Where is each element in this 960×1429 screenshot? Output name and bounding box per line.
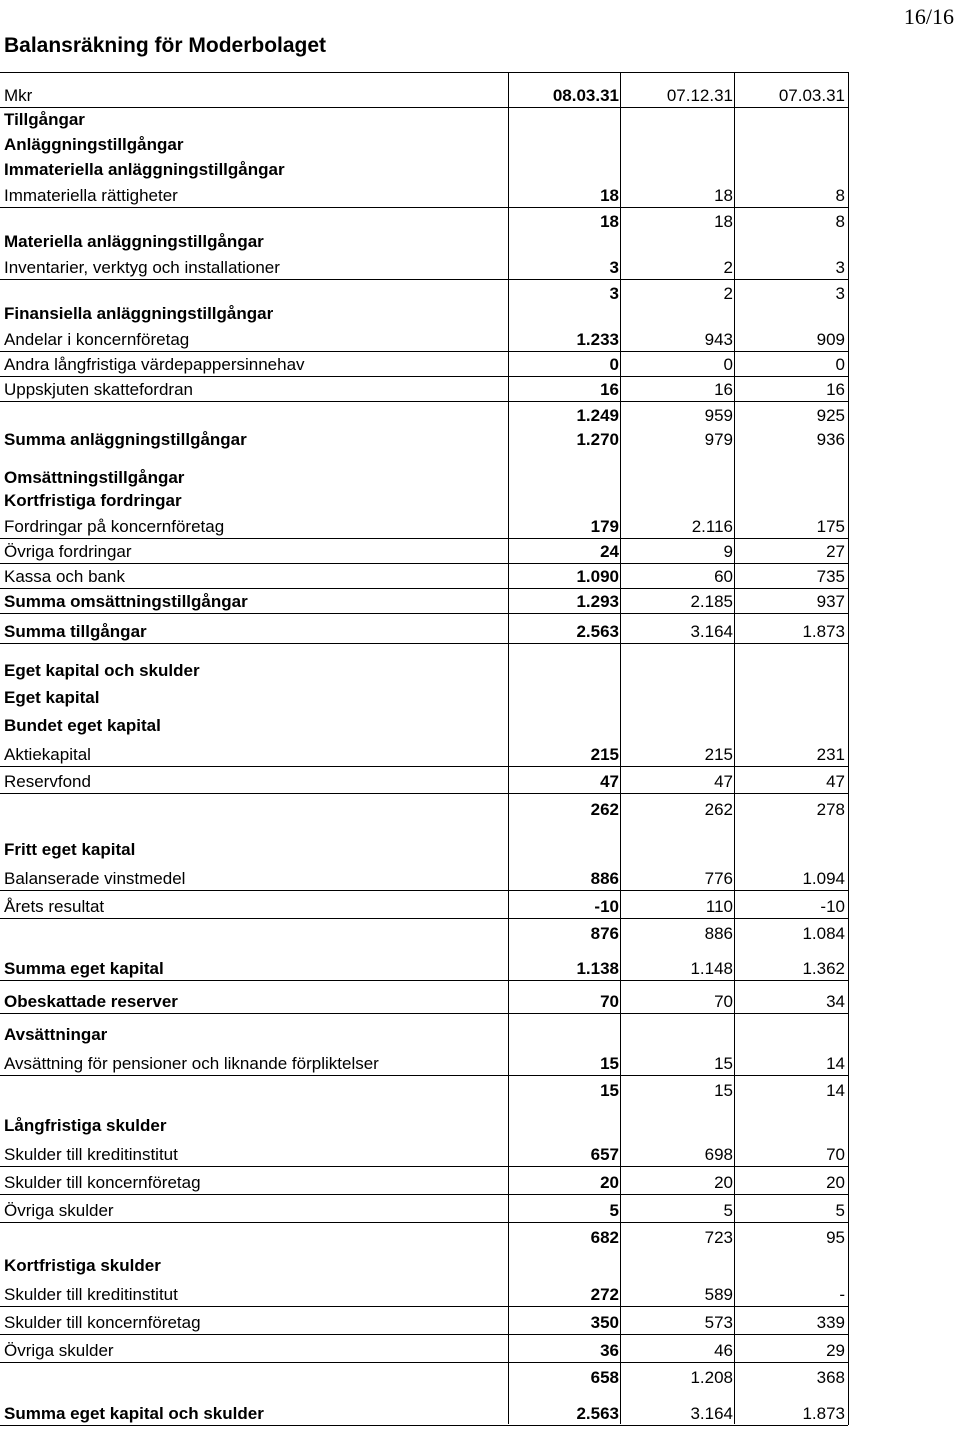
table-row: [0, 1114, 848, 1138]
row-label: Materiella anläggningstillgångar: [4, 232, 264, 251]
row-label: Summa anläggningstillgångar: [4, 430, 247, 449]
row-label: Summa eget kapital och skulder: [4, 1404, 264, 1423]
value-cell-3: 231: [816, 745, 845, 764]
value-cell-3: 8: [835, 186, 845, 205]
value-cell-1: 20: [600, 1173, 619, 1192]
row-label: Anläggningstillgångar: [4, 135, 184, 154]
value-cell-1: 658: [590, 1368, 619, 1387]
table-row: [0, 1198, 848, 1223]
value-cell-2: 3.164: [690, 622, 733, 641]
row-label: Andelar i koncernföretag: [4, 330, 190, 349]
value-cell-2: 2: [723, 258, 733, 277]
value-cell-2: 47: [714, 772, 733, 791]
value-cell-2: 886: [704, 924, 733, 943]
row-label: Fordringar på koncernföretag: [4, 517, 225, 536]
row-label: Avsättning för pensioner och liknande förpliktelser: [4, 1054, 379, 1073]
value-cell-1: 876: [590, 924, 619, 943]
row-label: Bundet eget kapital: [4, 716, 161, 735]
value-cell-3: 278: [816, 800, 845, 819]
value-cell-1: 1.233: [576, 330, 619, 349]
table-row: [0, 564, 848, 589]
value-cell-1: 1.270: [576, 430, 619, 449]
table-row: [0, 183, 848, 208]
table-row: [0, 742, 848, 767]
value-cell-2: 2.185: [690, 592, 733, 611]
table-row: [0, 327, 848, 352]
header-col-2007-03-31: 07.03.31: [778, 86, 845, 105]
row-label: Eget kapital och skulder: [4, 661, 200, 680]
row-label: Skulder till koncernföretag: [4, 1313, 201, 1332]
value-cell-2: 943: [704, 330, 733, 349]
value-cell-1: 15: [600, 1081, 619, 1100]
value-cell-3: 175: [816, 517, 845, 536]
value-cell-3: 5: [835, 1201, 845, 1220]
value-cell-3: 8: [835, 212, 845, 231]
value-cell-2: 0: [723, 355, 733, 374]
page-title: Balansräkning för Moderbolaget: [4, 34, 327, 57]
table-row: [0, 404, 848, 428]
row-label: Immateriella rättigheter: [4, 186, 178, 205]
value-cell-3: 936: [816, 430, 845, 449]
value-cell-3: 16: [826, 380, 845, 399]
row-label: Långfristiga skulder: [4, 1116, 167, 1135]
table-row: [0, 1023, 848, 1047]
table-row: [0, 659, 848, 683]
row-label: Eget kapital: [4, 688, 100, 707]
table-row: [0, 1401, 848, 1426]
value-cell-3: 70: [826, 1145, 845, 1164]
row-label: Summa eget kapital: [4, 959, 164, 978]
value-cell-1: 36: [600, 1341, 619, 1360]
table-row: [0, 255, 848, 280]
table-row: [0, 1226, 848, 1250]
table-row: [0, 428, 848, 452]
table-row: [0, 714, 848, 738]
table-row: [0, 956, 848, 981]
table-row: [0, 1142, 848, 1167]
value-cell-1: 70: [600, 992, 619, 1011]
value-cell-1: 2.563: [576, 622, 619, 641]
row-label: Inventarier, verktyg och installationer: [4, 258, 280, 277]
row-label: Tillgångar: [4, 110, 85, 129]
value-cell-1: 3: [609, 284, 619, 303]
table-row: [0, 158, 848, 182]
value-cell-1: 5: [609, 1201, 619, 1220]
value-cell-1: 1.090: [576, 567, 619, 586]
value-cell-1: -10: [594, 897, 619, 916]
row-label: Kortfristiga fordringar: [4, 491, 182, 510]
table-row: [0, 352, 848, 377]
table-row: [0, 302, 848, 326]
value-cell-3: 29: [826, 1341, 845, 1360]
table-row: [0, 133, 848, 157]
row-label: Summa tillgångar: [4, 622, 147, 641]
value-cell-3: 1.873: [802, 622, 845, 641]
value-cell-3: 47: [826, 772, 845, 791]
value-cell-2: 1.148: [690, 959, 733, 978]
value-cell-3: 368: [816, 1368, 845, 1387]
value-cell-1: 16: [600, 380, 619, 399]
value-cell-1: 1.293: [576, 592, 619, 611]
header-col-2007-12-31: 07.12.31: [666, 86, 733, 105]
value-cell-2: 15: [714, 1054, 733, 1073]
table-row: [0, 1366, 848, 1390]
value-cell-3: 1.362: [802, 959, 845, 978]
table-row: [0, 589, 848, 614]
value-cell-2: 3.164: [690, 1404, 733, 1423]
value-cell-2: 1.208: [690, 1368, 733, 1387]
header-unit: Mkr: [4, 86, 33, 105]
table-row: [0, 1282, 848, 1307]
table-row: [0, 1051, 848, 1076]
row-label: Skulder till kreditinstitut: [4, 1285, 178, 1304]
table-row: [0, 489, 848, 513]
value-cell-1: 682: [590, 1228, 619, 1247]
table-row: [0, 539, 848, 564]
table-row: [0, 230, 848, 254]
table-row: [0, 377, 848, 402]
table-row: [0, 686, 848, 710]
value-cell-1: 18: [600, 186, 619, 205]
row-label: Kassa och bank: [4, 567, 125, 586]
value-cell-2: 262: [704, 800, 733, 819]
value-cell-1: 3: [609, 258, 619, 277]
row-label: Reservfond: [4, 772, 91, 791]
value-cell-3: 0: [835, 355, 845, 374]
value-cell-2: 776: [704, 869, 733, 888]
row-label: Avsättningar: [4, 1025, 108, 1044]
value-cell-1: 215: [590, 745, 619, 764]
value-cell-2: 46: [714, 1341, 733, 1360]
value-cell-3: 339: [816, 1313, 845, 1332]
row-label: Övriga skulder: [4, 1341, 114, 1360]
value-cell-3: 1.094: [802, 869, 845, 888]
row-label: Summa omsättningstillgångar: [4, 592, 248, 611]
value-cell-2: 2: [723, 284, 733, 303]
value-cell-2: 18: [714, 186, 733, 205]
table-row: [0, 1170, 848, 1195]
value-cell-3: 34: [826, 992, 845, 1011]
row-label: Immateriella anläggningstillgångar: [4, 160, 285, 179]
value-cell-2: 723: [704, 1228, 733, 1247]
table-row: [0, 866, 848, 891]
row-label: Skulder till koncernföretag: [4, 1173, 201, 1192]
table-row: [0, 798, 848, 822]
value-cell-1: 657: [590, 1145, 619, 1164]
value-cell-2: 5: [723, 1201, 733, 1220]
table-row: [0, 894, 848, 919]
row-label: Övriga skulder: [4, 1201, 114, 1220]
row-label: Fritt eget kapital: [4, 840, 136, 859]
value-cell-1: 1.249: [576, 406, 619, 425]
value-cell-3: 925: [816, 406, 845, 425]
value-cell-2: 60: [714, 567, 733, 586]
value-cell-2: 15: [714, 1081, 733, 1100]
table-header-row: [0, 83, 848, 108]
value-cell-1: 18: [600, 212, 619, 231]
value-cell-1: 47: [600, 772, 619, 791]
value-cell-2: 573: [704, 1313, 733, 1332]
value-cell-1: 262: [590, 800, 619, 819]
value-cell-3: 3: [835, 258, 845, 277]
value-cell-3: 14: [826, 1081, 845, 1100]
value-cell-2: 20: [714, 1173, 733, 1192]
value-cell-1: 886: [590, 869, 619, 888]
table-row: [0, 1338, 848, 1363]
table-row: [0, 466, 848, 490]
value-cell-2: 698: [704, 1145, 733, 1164]
value-cell-3: 735: [816, 567, 845, 586]
value-cell-1: 179: [590, 517, 619, 536]
value-cell-2: 70: [714, 992, 733, 1011]
page-number: 16/16: [903, 4, 954, 29]
value-cell-3: 1.873: [802, 1404, 845, 1423]
row-label: Finansiella anläggningstillgångar: [4, 304, 274, 323]
value-cell-1: 0: [609, 355, 619, 374]
value-cell-3: 937: [816, 592, 845, 611]
table-row: [0, 1254, 848, 1278]
value-cell-2: 959: [704, 406, 733, 425]
value-cell-3: -: [839, 1285, 845, 1304]
value-cell-3: 95: [826, 1228, 845, 1247]
table-row: [0, 922, 848, 946]
table-row: [0, 769, 848, 794]
value-cell-2: 9: [723, 542, 733, 561]
value-cell-3: 3: [835, 284, 845, 303]
value-cell-3: -10: [820, 897, 845, 916]
value-cell-2: 979: [704, 430, 733, 449]
value-cell-1: 1.138: [576, 959, 619, 978]
value-cell-1: 272: [590, 1285, 619, 1304]
row-label: Uppskjuten skattefordran: [4, 380, 193, 399]
table-row: [0, 989, 848, 1014]
value-cell-3: 1.084: [802, 924, 845, 943]
value-cell-2: 110: [705, 897, 733, 916]
table-row: [0, 1310, 848, 1335]
value-cell-2: 589: [704, 1285, 733, 1304]
value-cell-2: 16: [714, 380, 733, 399]
value-cell-2: 18: [714, 212, 733, 231]
row-label: Andra långfristiga värdepappersinnehav: [4, 355, 305, 374]
value-cell-1: 15: [600, 1054, 619, 1073]
value-cell-3: 27: [826, 542, 845, 561]
value-cell-1: 2.563: [576, 1404, 619, 1423]
value-cell-2: 215: [704, 745, 733, 764]
row-label: Övriga fordringar: [4, 542, 132, 561]
value-cell-3: 909: [816, 330, 845, 349]
table-row: [0, 1079, 848, 1103]
value-cell-1: 24: [600, 542, 619, 561]
table-row: [0, 838, 848, 862]
table-row: [0, 619, 848, 644]
value-cell-3: 20: [826, 1173, 845, 1192]
row-label: Obeskattade reserver: [4, 992, 178, 1011]
value-cell-1: 350: [590, 1313, 619, 1332]
value-cell-3: 14: [826, 1054, 845, 1073]
header-col-2008-03-31: 08.03.31: [552, 86, 619, 105]
row-label: Aktiekapital: [4, 745, 91, 764]
table-row: [0, 108, 848, 132]
row-label: Balanserade vinstmedel: [4, 869, 186, 888]
row-label: Skulder till kreditinstitut: [4, 1145, 178, 1164]
value-cell-2: 2.116: [691, 517, 733, 536]
table-row: [0, 514, 848, 539]
row-label: Årets resultat: [4, 897, 105, 916]
row-label: Kortfristiga skulder: [4, 1256, 161, 1275]
row-label: Omsättningstillgångar: [4, 468, 185, 487]
